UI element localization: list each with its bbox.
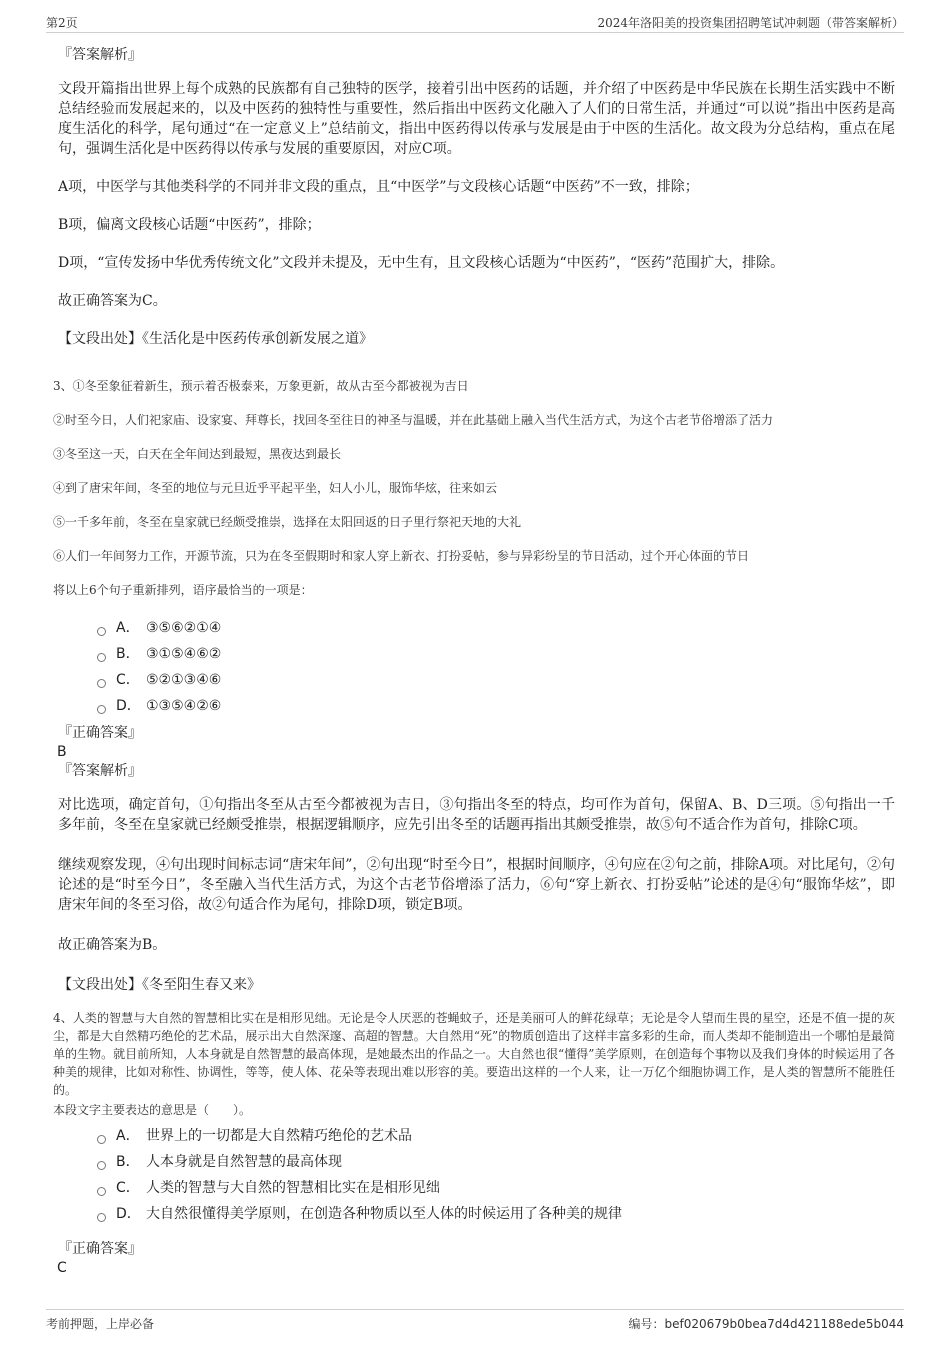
page-content (55, 45, 895, 1277)
q4-correct-label: 『正确答案』 (58, 1241, 142, 1257)
q3-option-c[interactable]: C． ⑤②①③④⑥ (97, 667, 895, 693)
q4-option-a[interactable]: A． 世界上的一切都是大自然精巧绝伦的艺术品 (97, 1123, 895, 1149)
q4-prompt: 本段文字主要表达的意思是（ ）。 (53, 1103, 252, 1117)
q3-sentence: ②时至今日，人们祀家庙、设家宴、拜尊长，找回冬至往日的神圣与温暖，并在此基础上融入当代生活方式，为这个古老节俗增添了活力 (53, 413, 774, 427)
radio-icon[interactable] (97, 1161, 106, 1170)
q4-option-b[interactable]: B． 人本身就是自然智慧的最高体现 (97, 1149, 895, 1175)
radio-icon[interactable] (97, 653, 106, 662)
q3-analysis-label: 『答案解析』 (58, 763, 142, 779)
q3-options (97, 615, 895, 719)
page-header (46, 12, 904, 33)
code-value: bef020679b0bea7d4d421188ede5b044 (664, 1317, 904, 1331)
q3-sentence: ⑥人们一年间努力工作，开源节流，只为在冬至假期时和家人穿上新衣、打扮妥帖，参与异彩纷呈的节日活动，过个开心体面的节日 (53, 549, 750, 563)
code-label: 编号： (628, 1317, 665, 1331)
page-footer (46, 1309, 904, 1334)
q3-option-b[interactable]: B． ③①⑤④⑥② (97, 641, 895, 667)
footer-slogan: 考前押题，上岸必备 (46, 1317, 155, 1331)
q4-options (97, 1123, 895, 1227)
q2-analysis-text: 文段开篇指出世界上每个成熟的民族都有自己独特的医学，接着引出中医药的话题，并介绍了中医药是中华民族在长期生活实践中不断总结经验而发展起来的，以及中医药的独特性与重要性，然后指出中医药文化融入了人们的日常生活，并通过“可以说”指出中医药是高度生活化的科学，尾句通过“在一定意义上”总结前文，指出中医药得以传承与发展是由于中医的生活化。故文段为分总结构，重点在尾句，强调生活化是中医药得以传承与发展的重要原因，对应C项。 (58, 81, 895, 157)
radio-icon[interactable] (97, 627, 106, 636)
page-number: 第2页 (46, 16, 78, 30)
document-title: 2024年洛阳美的投资集团招聘笔试冲刺题（带答案解析） (597, 16, 904, 30)
q2-source: 【文段出处】《生活化是中医药传承创新发展之道》 (58, 331, 373, 347)
radio-icon[interactable] (97, 1135, 106, 1144)
radio-icon[interactable] (97, 1213, 106, 1222)
q3-sentences (53, 377, 895, 599)
q3-analysis-part1: 对比选项，确定首句，①句指出冬至从古至今都被视为吉日，③句指出冬至的特点，均可作为首句，保留A、B、D三项。⑤句指出一千多年前，冬至在皇家就已经颇受推崇，根据逻辑顺序，应先引出冬至的话题再指出其颇受推崇，故⑤句不适合作为首句，排除C项。 (58, 797, 895, 833)
radio-icon[interactable] (97, 679, 106, 688)
q3-analysis-part2: 继续观察发现，④句出现时间标志词“唐宋年间”，②句出现“时至今日”，根据时间顺序，④句应在②句之前，排除A项。对比尾句，②句论述的是“时至今日”，冬至融入当代生活方式，为这个古老节俗增添了活力，⑥句“穿上新衣、打扮妥帖”论述的是④句“服饰华炫”，即唐宋年间的冬至习俗，故②句适合作为尾句，排除D项，锁定B项。 (58, 857, 895, 913)
q3-sentence: 3、①冬至象征着新生，预示着否极泰来，万象更新，故从古至今都被视为吉日 (53, 379, 469, 393)
radio-icon[interactable] (97, 1187, 106, 1196)
q3-conclusion: 故正确答案为B。 (58, 937, 167, 953)
q4-passage: 4、人类的智慧与大自然的智慧相比实在是相形见绌。无论是令人厌恶的苍蝇蚊子，还是美丽可人的鲜花绿草；无论是令人望而生畏的星空，还是不值一提的灰尘，都是大自然精巧绝伦的艺术品，展示出大自然深邃、高超的智慧。大自然用“死”的物质创造出了这样丰富多彩的生命，而人类却不能制造出一个哪怕是最简单的生物。就目前所知，人本身就是自然智慧的最高体现，是她最杰出的作品之一。大自然也很“懂得”美学原则，在创造每个事物以及我们身体的时候运用了各种美的规律，比如对称性、协调性，等等，使人体、花朵等表现出难以形容的美。要造出这样的一个人来，让一万亿个细胞协调工作，是人类的智慧所不能胜任的。 (53, 1011, 895, 1097)
document-code (628, 1315, 904, 1332)
q3-correct-answer: B (57, 744, 67, 760)
q4-option-d[interactable]: D． 大自然很懂得美学原则，在创造各种物质以至人体的时候运用了各种美的规律 (97, 1201, 895, 1227)
q3-correct-label: 『正确答案』 (58, 725, 142, 741)
q2-conclusion: 故正确答案为C。 (58, 293, 167, 309)
q3-option-d[interactable]: D． ①③⑤④②⑥ (97, 693, 895, 719)
q2-option-b-explanation: B项，偏离文段核心话题“中医药”，排除； (58, 217, 321, 233)
q3-sentence: ④到了唐宋年间，冬至的地位与元旦近乎平起平坐，妇人小儿，服饰华炫，往来如云 (53, 481, 498, 495)
q2-option-a-explanation: A项，中医学与其他类科学的不同并非文段的重点，且“中医学”与文段核心话题“中医药”不一致，排除； (58, 179, 699, 195)
q4-option-c[interactable]: C． 人类的智慧与大自然的智慧相比实在是相形见绌 (97, 1175, 895, 1201)
q3-prompt: 将以上6个句子重新排列，语序最恰当的一项是： (53, 583, 313, 597)
q3-sentence: ③冬至这一天，白天在全年间达到最短，黑夜达到最长 (53, 447, 342, 461)
q3-source: 【文段出处】《冬至阳生春又来》 (58, 977, 261, 993)
q4-correct-answer: C (57, 1260, 67, 1276)
q2-analysis-label: 『答案解析』 (58, 47, 142, 63)
q3-option-a[interactable]: A． ③⑤⑥②①④ (97, 615, 895, 641)
q2-option-d-explanation: D项，“宣传发扬中华优秀传统文化”文段并未提及，无中生有，且文段核心话题为“中医药”，“医药”范围扩大，排除。 (58, 255, 785, 271)
q3-sentence: ⑤一千多年前，冬至在皇家就已经颇受推崇，选择在太阳回返的日子里行祭祀天地的大礼 (53, 515, 522, 529)
radio-icon[interactable] (97, 705, 106, 714)
